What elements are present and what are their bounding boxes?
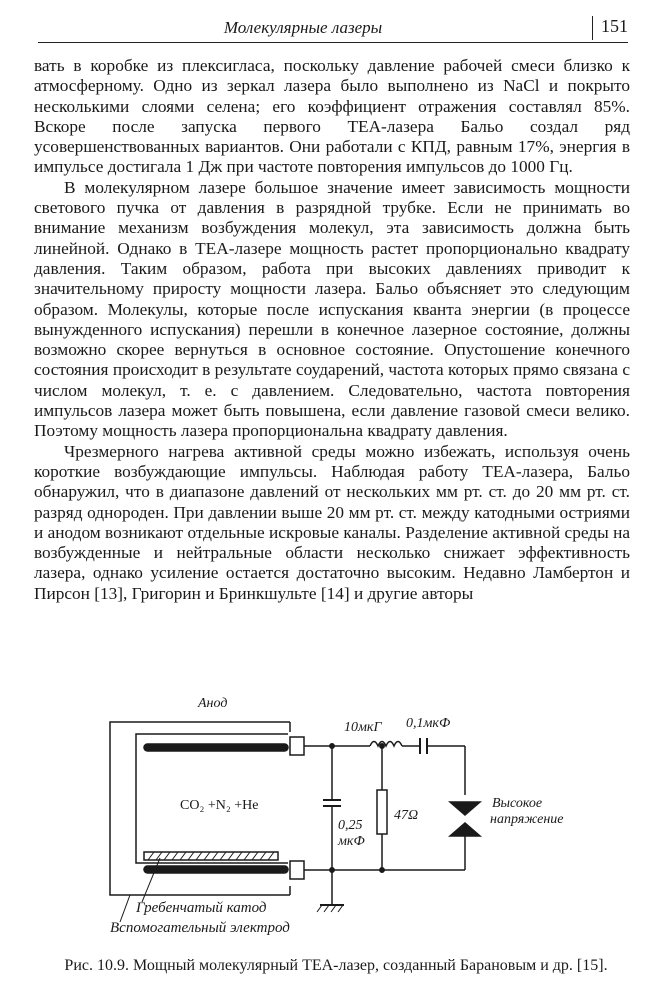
inductor bbox=[370, 742, 402, 747]
label-aux-electrode: Вспомогательный электрод bbox=[110, 920, 290, 936]
label-comb-cathode: Гребенчатый катод bbox=[136, 900, 267, 916]
lower-terminal bbox=[290, 861, 304, 879]
label-inductor: 10мкГ bbox=[344, 720, 382, 735]
label-high-voltage-1: Высокое bbox=[492, 796, 543, 811]
label-resistor: 47Ω bbox=[394, 808, 419, 823]
label-top-capacitor: 0,1мкФ bbox=[406, 716, 451, 731]
figure-10-9 bbox=[100, 690, 620, 950]
spark-gap-lower bbox=[450, 823, 480, 836]
body-text bbox=[34, 56, 630, 604]
upper-electrode bbox=[144, 744, 288, 751]
running-title: Молекулярные лазеры bbox=[223, 18, 383, 37]
figure-caption: Рис. 10.9. Мощный молекулярный ТЕА-лазер, созданный Барановым и др. [15]. bbox=[64, 957, 608, 974]
label-left-capacitor-unit: мкФ bbox=[338, 834, 365, 849]
lower-electrode bbox=[144, 866, 288, 873]
comb-cathode bbox=[144, 852, 278, 860]
label-left-capacitor-value: 0,25 bbox=[338, 818, 363, 833]
page-header bbox=[38, 14, 628, 43]
label-high-voltage-2: напряжение bbox=[490, 812, 564, 827]
label-gas-mix: CO₂ +N₂ +He bbox=[180, 798, 259, 813]
upper-terminal bbox=[290, 737, 304, 755]
spark-gap-upper bbox=[450, 802, 480, 815]
paragraph-2: В молекулярном лазере большое значение имеет зависимость мощности светового пучка от давления в разрядной трубке. Если не принимать во внимание механизм возбуждения молекул, эта зависимость должна быть линейной. Однако в ТЕА-лазере мощность растет пропорционально квадрату давления. Таким образом, работа при высоких давлениях приводит к значительному приросту мощности лазера. Бальо объясняет это следующим образом. Молекулы, которые после испускания кванта энергии (в процессе вынужденного испускания) перешли в конечное лазерное состояние, должны возможно скорее вернуться в основное состояние. Опустошение конечного состояния происходит в результате соударений, частота которых прямо связана с числом молекул, т. е. с давлением. Следовательно, частота повторения импульсов лазера может быть повышена, если давление газовой смеси велико. Поэтому мощность лазера пропорциональна квадрату давления. bbox=[34, 177, 630, 441]
left-capacitor bbox=[323, 800, 341, 806]
resistor bbox=[377, 790, 387, 834]
page-number: 151 bbox=[592, 16, 628, 40]
paragraph-3: Чрезмерного нагрева активной среды можно избежать, используя очень короткие возбуждающие импульсы. Наблюдая работу ТЕА-лазера, Бальо обнаружил, что в диапазоне давлений от нескольких мм рт. ст. до 20 мм рт. ст. разряд однороден. При давлении выше 20 мм рт. ст. между катодными остриями и анодом возникают отдельные искровые каналы. Разделение активной среды на возбужденные и нейтральные области несколько снижает эффективность лазера, однако усиление остается достаточно высоким. Недавно Ламбертон и Пирсон [13], Григорин и Бринкшульте [14] и другие авторы bbox=[34, 441, 630, 603]
top-capacitor bbox=[420, 738, 427, 754]
paragraph-1: вать в коробке из плексигласа, поскольку давление рабочей смеси близко к атмосферному. Одно из зеркал лазера было выполнено из NaCl и покрыто несколькими слоями селена; его коэффициент отражения составлял 85%. Вскоре после запуска первого ТЕА-лазера Бальо создал ряд усовершенствованных вариантов. Они работали с КПД, равным 17%, энергия в импульсе достигала 1 Дж при частоте повторения импульсов до 1000 Гц. bbox=[34, 56, 630, 177]
label-anode: Анод bbox=[198, 696, 228, 711]
